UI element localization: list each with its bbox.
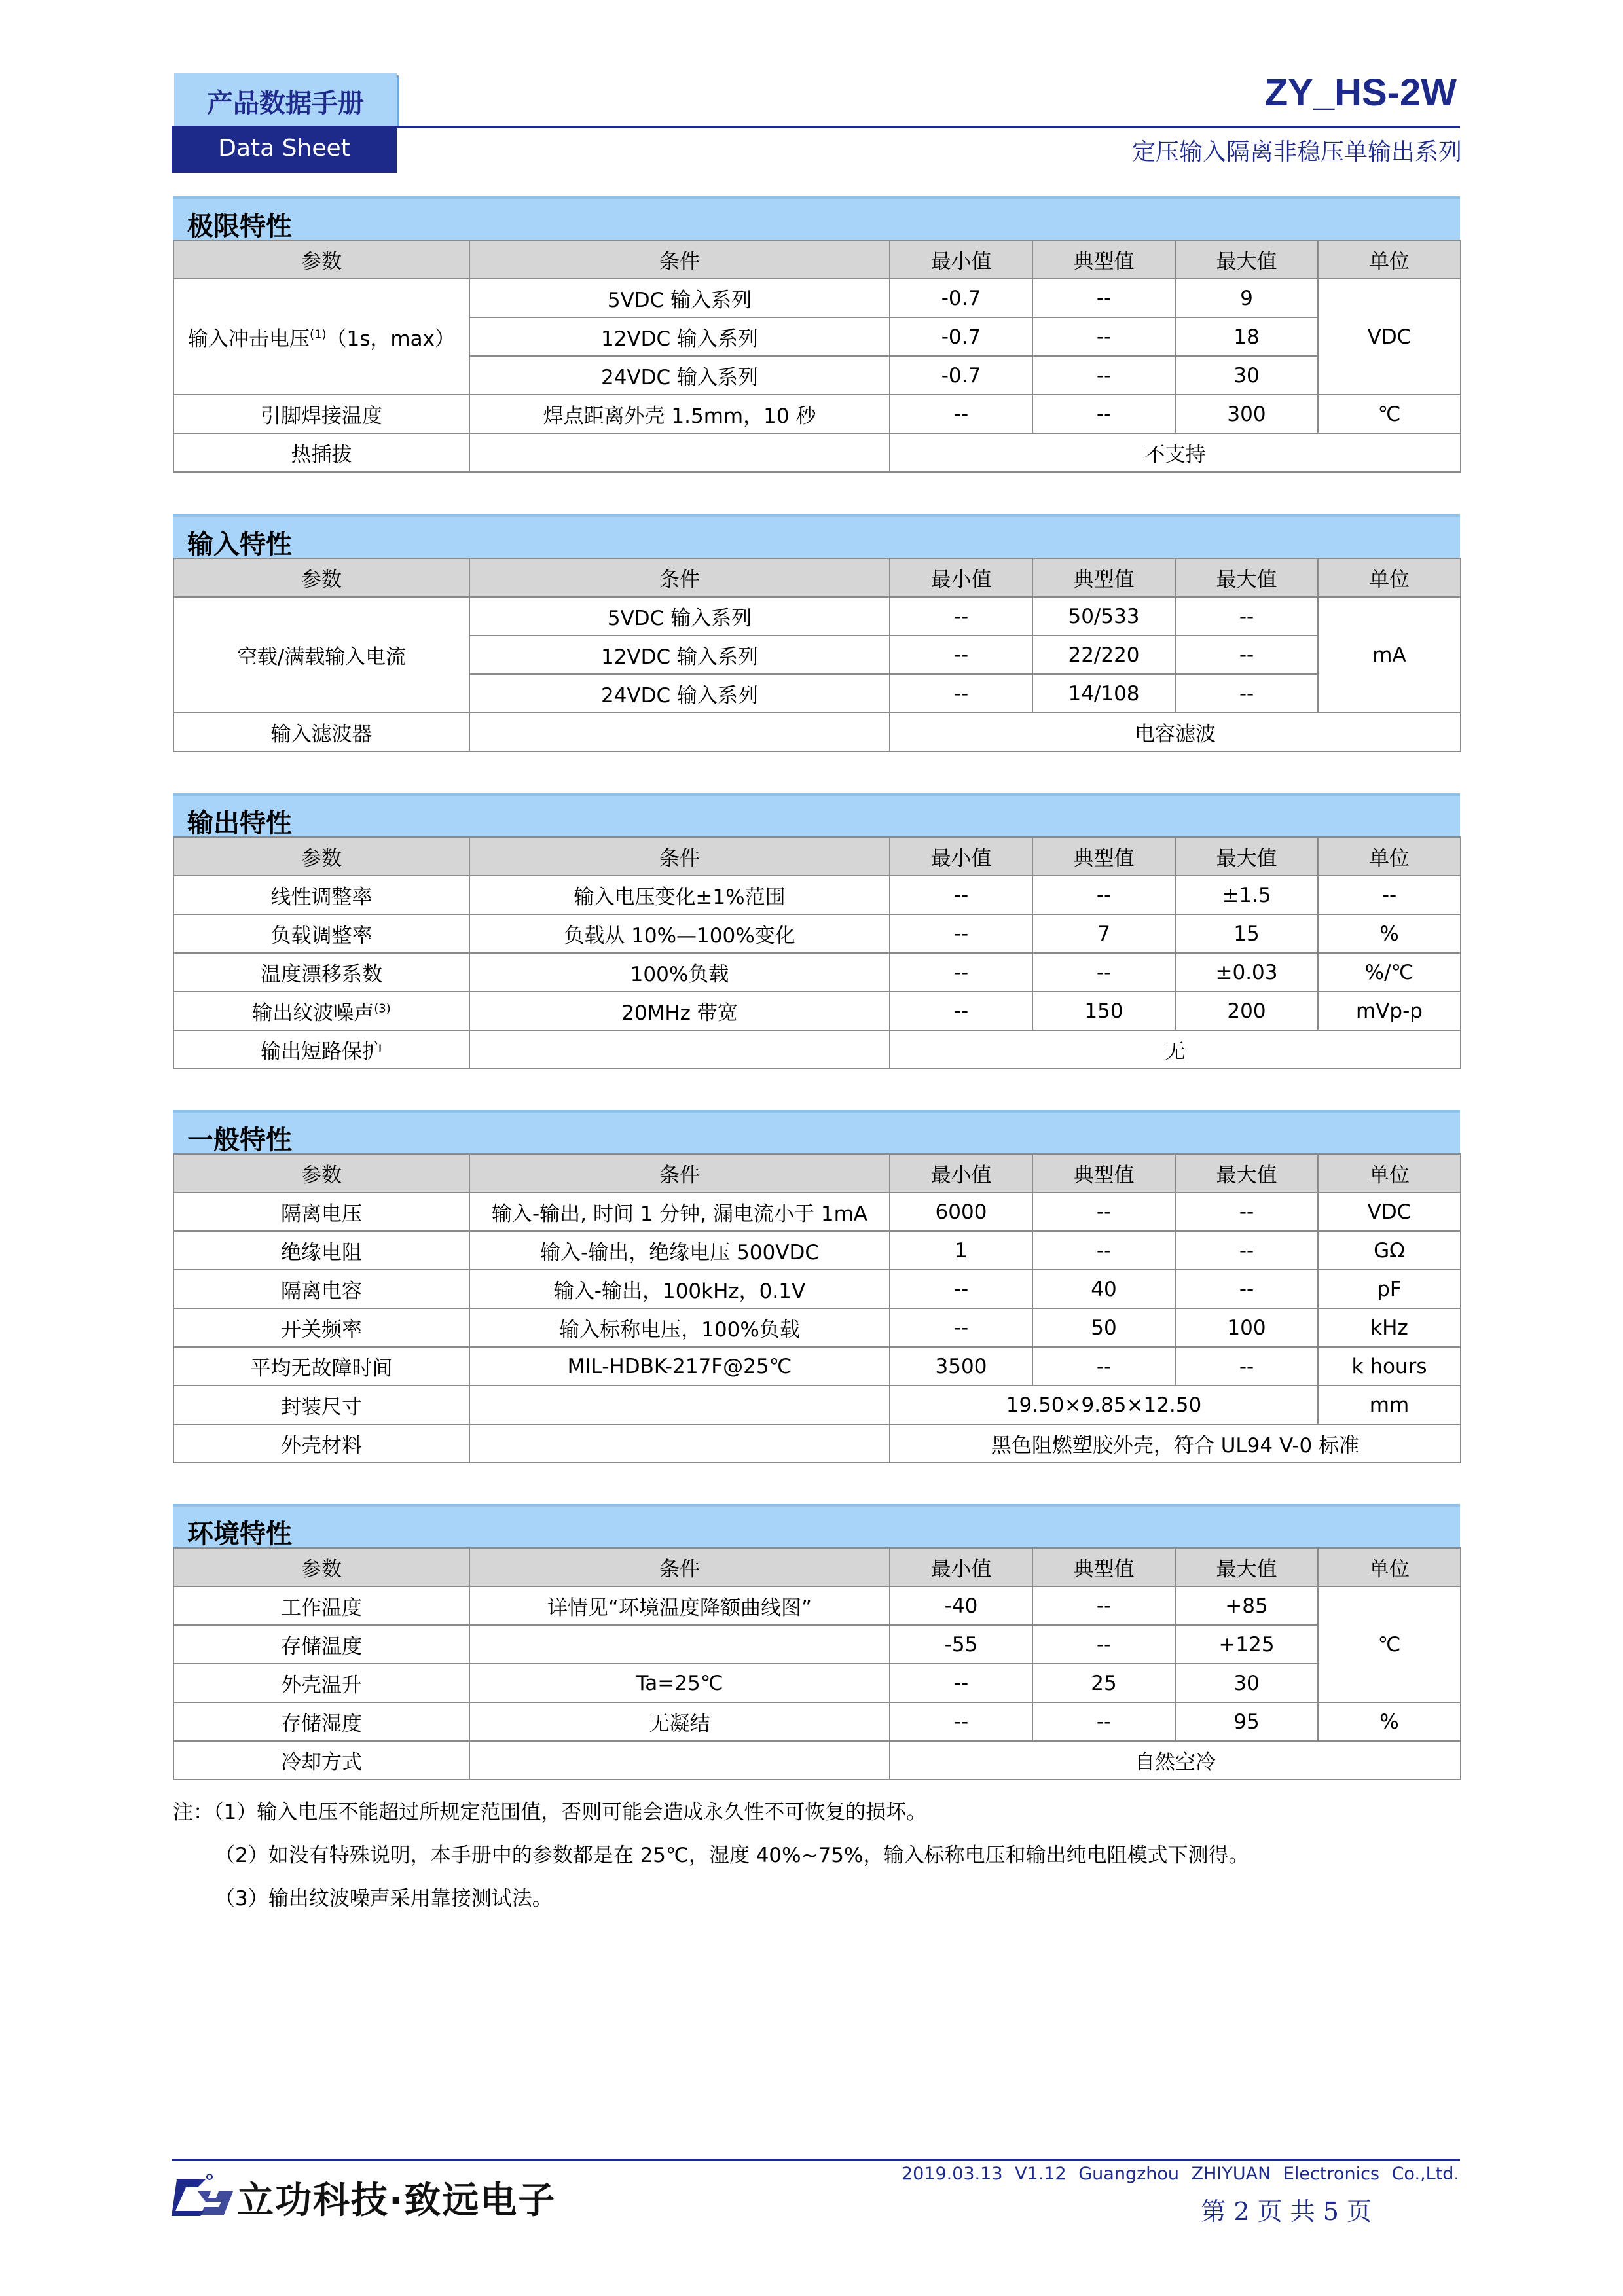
typ-cell: -- [1032, 279, 1175, 317]
min-cell: -- [890, 395, 1032, 433]
doc-type-badge [174, 73, 397, 126]
table-header-row [173, 558, 1461, 597]
min-cell: -- [890, 1664, 1032, 1702]
general-section [173, 1110, 1460, 1463]
param-cell: 平均无故障时间 [173, 1347, 469, 1386]
unit-cell: ℃ [1318, 395, 1461, 433]
max-cell: 9 [1175, 279, 1318, 317]
typ-cell: -- [1032, 1231, 1175, 1270]
input-section [173, 514, 1460, 752]
header-cell: 条件 [469, 1154, 890, 1193]
unit-cell: GΩ [1318, 1231, 1461, 1270]
table-row [173, 713, 1461, 751]
header-cell: 最小值 [890, 1548, 1032, 1587]
header-cell: 最大值 [1175, 837, 1318, 876]
typ-cell: -- [1032, 1702, 1175, 1741]
param-cell [173, 279, 469, 395]
cond-cell: MIL-HDBK-217F@25℃ [469, 1347, 890, 1386]
header-cell: 条件 [469, 1548, 890, 1587]
limit-section [173, 196, 1460, 473]
header-cell: 单位 [1318, 240, 1461, 279]
unit-cell: VDC [1318, 1193, 1461, 1231]
min-cell: -55 [890, 1625, 1032, 1664]
unit-cell: mA [1318, 597, 1461, 713]
cond-cell: 输入-输出, 时间 1 分钟, 漏电流小于 1mA [469, 1193, 890, 1231]
note-2: （2）如没有特殊说明，本手册中的参数都是在 25℃，湿度 40%~75%，输入标称电压和输出纯电阻模式下测得。 [215, 1844, 1249, 1867]
min-cell: 6000 [890, 1193, 1032, 1231]
cond-cell: 24VDC 输入系列 [469, 356, 890, 395]
min-cell: -- [890, 1702, 1032, 1741]
section-title: 输出特性 [187, 808, 292, 838]
param-cell: 输入滤波器 [173, 713, 469, 751]
table-row [173, 1702, 1461, 1741]
header-cell: 最大值 [1175, 1548, 1318, 1587]
header-cell: 参数 [173, 240, 469, 279]
header-cell: 最大值 [1175, 240, 1318, 279]
unit-cell: VDC [1318, 279, 1461, 395]
header-divider [397, 126, 1460, 128]
max-cell: 95 [1175, 1702, 1318, 1741]
section-title-bar [173, 1110, 1460, 1153]
param-cell: 存储温度 [173, 1625, 469, 1664]
header-cell: 典型值 [1032, 558, 1175, 597]
table-row [173, 1193, 1461, 1231]
section-title: 一般特性 [187, 1125, 292, 1155]
param-cell: 隔离电容 [173, 1270, 469, 1308]
model-title: ZY_HS-2W [1264, 71, 1457, 114]
max-cell: ±1.5 [1175, 876, 1318, 914]
value-cell: 电容滤波 [890, 713, 1461, 751]
typ-cell: -- [1032, 953, 1175, 992]
doc-type-label: 产品数据手册 [207, 88, 364, 118]
typ-cell: -- [1032, 876, 1175, 914]
header-cell: 典型值 [1032, 837, 1175, 876]
table-header-row [173, 837, 1461, 876]
footnote-mark: (1) [310, 327, 327, 342]
table-row [173, 1625, 1461, 1664]
typ-cell: 50 [1032, 1308, 1175, 1347]
value-cell: 不支持 [890, 433, 1461, 472]
max-cell: 30 [1175, 356, 1318, 395]
typ-cell: -- [1032, 356, 1175, 395]
cond-cell: 详情见“环境温度降额曲线图” [469, 1587, 890, 1625]
header-cell: 单位 [1318, 558, 1461, 597]
table-header-row [173, 240, 1461, 279]
unit-cell: kHz [1318, 1308, 1461, 1347]
cond-cell: 输入-输出，绝缘电压 500VDC [469, 1231, 890, 1270]
section-title: 极限特性 [187, 211, 292, 242]
header-cell: 参数 [173, 1548, 469, 1587]
param-cell: 输出短路保护 [173, 1030, 469, 1069]
cond-cell [469, 1030, 890, 1069]
header-cell: 最小值 [890, 558, 1032, 597]
max-cell: +85 [1175, 1587, 1318, 1625]
unit-cell: %/℃ [1318, 953, 1461, 992]
cond-cell: 12VDC 输入系列 [469, 636, 890, 674]
param-cell: 空载/满载输入电流 [173, 597, 469, 713]
unit-cell: ℃ [1318, 1587, 1461, 1702]
max-cell: 15 [1175, 914, 1318, 953]
typ-cell: 40 [1032, 1270, 1175, 1308]
section-title-bar [173, 1504, 1460, 1547]
cond-cell: 100%负载 [469, 953, 890, 992]
header-cell: 参数 [173, 558, 469, 597]
param-suffix: （1s，max） [326, 327, 455, 351]
header-cell: 条件 [469, 837, 890, 876]
table-row [173, 395, 1461, 433]
param-cell: 线性调整率 [173, 876, 469, 914]
output-section [173, 793, 1460, 1069]
footer-divider [172, 2159, 1460, 2161]
header-cell: 条件 [469, 240, 890, 279]
header-cell: 典型值 [1032, 1548, 1175, 1587]
note-1: 注：（1）输入电压不能超过所规定范围值，否则可能会造成永久性不可恢复的损坏。 [173, 1801, 927, 1824]
table-row [173, 876, 1461, 914]
min-cell: -- [890, 876, 1032, 914]
table-row [173, 1741, 1461, 1780]
table-row [173, 1308, 1461, 1347]
typ-cell: -- [1032, 1193, 1175, 1231]
series-subtitle: 定压输入隔离非稳压单输出系列 [1131, 139, 1462, 166]
min-cell: -0.7 [890, 279, 1032, 317]
zlg-logo-icon [172, 2172, 234, 2220]
max-cell: -- [1175, 636, 1318, 674]
unit-cell: mVp-p [1318, 992, 1461, 1030]
table-row [173, 597, 1461, 636]
cond-cell: 输入-输出，100kHz，0.1V [469, 1270, 890, 1308]
typ-cell: -- [1032, 1625, 1175, 1664]
header-cell: 最小值 [890, 837, 1032, 876]
section-title: 环境特性 [187, 1519, 292, 1549]
typ-cell: -- [1032, 395, 1175, 433]
header-cell: 最大值 [1175, 1154, 1318, 1193]
input-table [173, 558, 1461, 752]
max-cell: 200 [1175, 992, 1318, 1030]
min-cell: -- [890, 914, 1032, 953]
header-cell: 最小值 [890, 1154, 1032, 1193]
cond-cell [469, 1625, 890, 1664]
table-row [173, 1386, 1461, 1424]
table-row [173, 1030, 1461, 1069]
param-cell: 负载调整率 [173, 914, 469, 953]
page-number: 第 2 页 共 5 页 [1201, 2197, 1372, 2226]
header-cell: 单位 [1318, 1154, 1461, 1193]
param-cell: 冷却方式 [173, 1741, 469, 1780]
param-cell: 封装尺寸 [173, 1386, 469, 1424]
min-cell: 1 [890, 1231, 1032, 1270]
min-cell: -- [890, 636, 1032, 674]
typ-cell: 14/108 [1032, 674, 1175, 713]
param-cell: 温度漂移系数 [173, 953, 469, 992]
footer-brand: 立功科技·致远电子 [237, 2179, 556, 2222]
max-cell: -- [1175, 1270, 1318, 1308]
cond-cell: 负载从 10%—100%变化 [469, 914, 890, 953]
cond-cell: 20MHz 带宽 [469, 992, 890, 1030]
param-cell: 隔离电压 [173, 1193, 469, 1231]
general-table [173, 1153, 1461, 1463]
min-cell: -- [890, 992, 1032, 1030]
max-cell: +125 [1175, 1625, 1318, 1664]
header-cell: 典型值 [1032, 1154, 1175, 1193]
param-cell [173, 992, 469, 1030]
cond-cell [469, 1386, 890, 1424]
header-cell: 参数 [173, 837, 469, 876]
table-row [173, 914, 1461, 953]
param-cell: 热插拔 [173, 433, 469, 472]
param-cell: 工作温度 [173, 1587, 469, 1625]
cond-cell: 输入电压变化±1%范围 [469, 876, 890, 914]
param-text: 输入冲击电压 [188, 327, 310, 351]
max-cell: -- [1175, 597, 1318, 636]
cond-cell: 24VDC 输入系列 [469, 674, 890, 713]
max-cell: ±0.03 [1175, 953, 1318, 992]
table-header-row [173, 1154, 1461, 1193]
param-cell: 外壳材料 [173, 1424, 469, 1463]
limit-table [173, 240, 1461, 473]
table-row [173, 433, 1461, 472]
value-cell: 无 [890, 1030, 1461, 1069]
typ-cell: 22/220 [1032, 636, 1175, 674]
cond-cell: 无凝结 [469, 1702, 890, 1741]
footer-info: 2019.03.13 V1.12 Guangzhou ZHIYUAN Electronics Co.,Ltd. [901, 2164, 1459, 2184]
typ-cell: 50/533 [1032, 597, 1175, 636]
table-row [173, 1270, 1461, 1308]
param-cell: 开关频率 [173, 1308, 469, 1347]
unit-cell: -- [1318, 876, 1461, 914]
max-cell: -- [1175, 1193, 1318, 1231]
min-cell: -- [890, 1270, 1032, 1308]
table-row [173, 1587, 1461, 1625]
cond-cell: 焊点距离外壳 1.5mm，10 秒 [469, 395, 890, 433]
section-title-bar [173, 514, 1460, 558]
table-row [173, 953, 1461, 992]
cond-cell [469, 1424, 890, 1463]
table-row [173, 1664, 1461, 1702]
output-table [173, 836, 1461, 1069]
typ-cell: -- [1032, 1347, 1175, 1386]
value-cell: 19.50×9.85×12.50 [890, 1386, 1318, 1424]
max-cell: 30 [1175, 1664, 1318, 1702]
table-row [173, 279, 1461, 317]
min-cell: 3500 [890, 1347, 1032, 1386]
header-cell: 最大值 [1175, 558, 1318, 597]
max-cell: 100 [1175, 1308, 1318, 1347]
min-cell: -- [890, 597, 1032, 636]
min-cell: -0.7 [890, 356, 1032, 395]
datasheet-bar [172, 126, 397, 173]
cond-cell: Ta=25℃ [469, 1664, 890, 1702]
typ-cell: -- [1032, 317, 1175, 356]
table-row [173, 992, 1461, 1030]
unit-cell: k hours [1318, 1347, 1461, 1386]
min-cell: -40 [890, 1587, 1032, 1625]
typ-cell: -- [1032, 1587, 1175, 1625]
unit-cell: % [1318, 914, 1461, 953]
param-cell: 绝缘电阻 [173, 1231, 469, 1270]
min-cell: -- [890, 1308, 1032, 1347]
cond-cell: 5VDC 输入系列 [469, 597, 890, 636]
max-cell: -- [1175, 1347, 1318, 1386]
footnote-mark: (3) [374, 1001, 391, 1016]
max-cell: 300 [1175, 395, 1318, 433]
cond-cell [469, 713, 890, 751]
max-cell: -- [1175, 674, 1318, 713]
env-section [173, 1504, 1460, 1780]
datasheet-label: Data Sheet [218, 135, 350, 162]
header-cell: 典型值 [1032, 240, 1175, 279]
section-title-bar [173, 793, 1460, 836]
section-title: 输入特性 [187, 529, 292, 560]
env-table [173, 1547, 1461, 1780]
header-cell: 单位 [1318, 837, 1461, 876]
table-row [173, 1424, 1461, 1463]
typ-cell: 25 [1032, 1664, 1175, 1702]
header-cell: 参数 [173, 1154, 469, 1193]
param-cell: 存储湿度 [173, 1702, 469, 1741]
param-cell: 外壳温升 [173, 1664, 469, 1702]
cond-cell: 12VDC 输入系列 [469, 317, 890, 356]
param-text: 输出纹波噪声 [252, 1001, 374, 1025]
cond-cell: 5VDC 输入系列 [469, 279, 890, 317]
min-cell: -- [890, 674, 1032, 713]
cond-cell [469, 1741, 890, 1780]
value-cell: 黑色阻燃塑胶外壳，符合 UL94 V-0 标准 [890, 1424, 1461, 1463]
table-row [173, 1231, 1461, 1270]
header-cell: 单位 [1318, 1548, 1461, 1587]
cond-cell: 输入标称电压，100%负载 [469, 1308, 890, 1347]
section-title-bar [173, 196, 1460, 240]
min-cell: -- [890, 953, 1032, 992]
value-cell: 自然空冷 [890, 1741, 1461, 1780]
min-cell: -0.7 [890, 317, 1032, 356]
header-cell: 条件 [469, 558, 890, 597]
unit-cell: mm [1318, 1386, 1461, 1424]
typ-cell: 7 [1032, 914, 1175, 953]
note-3: （3）输出纹波噪声采用靠接测试法。 [215, 1887, 553, 1910]
unit-cell: % [1318, 1702, 1461, 1741]
table-row [173, 1347, 1461, 1386]
table-header-row [173, 1548, 1461, 1587]
header-cell: 最小值 [890, 240, 1032, 279]
unit-cell: pF [1318, 1270, 1461, 1308]
max-cell: -- [1175, 1231, 1318, 1270]
typ-cell: 150 [1032, 992, 1175, 1030]
cond-cell [469, 433, 890, 472]
notes [173, 1791, 1249, 1920]
max-cell: 18 [1175, 317, 1318, 356]
param-cell: 引脚焊接温度 [173, 395, 469, 433]
